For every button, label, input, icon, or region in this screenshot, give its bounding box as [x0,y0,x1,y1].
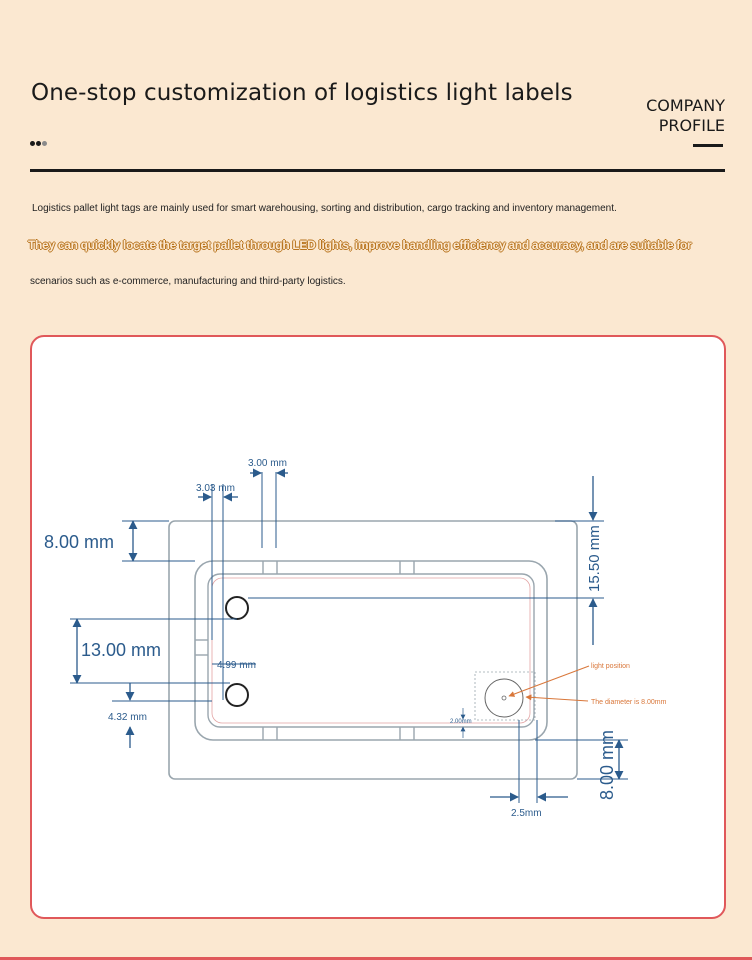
dim-2-00: 2.00mm [450,719,472,725]
window-outline [212,578,530,723]
page-title: One-stop customization of logistics light labels [31,80,573,106]
dim-3-00: 3.00 mm [248,458,287,469]
inner-frame-inset [208,574,534,727]
company-label: COMPANY [646,96,725,115]
dim-4-99: 4.99 mm [217,660,256,671]
dim-15-50: 15.50 mm [586,525,603,592]
dim-13-00: 13.00 mm [81,640,162,660]
diameter-note: The diameter is 8.00mm [591,699,667,706]
description-line-1: Logistics pallet light tags are mainly used for smart warehousing, sorting and distribution, cargo tracking and inventory management. [32,203,617,214]
led-circle [485,679,523,717]
description-line-2: They can quickly locate the target pallet through LED lights, improve handling efficiency and accuracy, and are suitable for [28,238,692,252]
profile-label: PROFILE [658,116,725,135]
mounting-hole [226,597,248,619]
dim-4-32: 4.32 mm [108,712,147,723]
description-line-3: scenarios such as e-commerce, manufacturing and third-party logistics. [30,276,346,287]
dim-3-03: 3.03 mm [196,483,235,494]
mounting-hole [226,684,248,706]
dim-2-5: 2.5mm [511,808,542,819]
dim-8-00-right: 8.00 mm [597,729,617,800]
light-position-note: light position [591,663,630,670]
dim-8-00-left: 8.00 mm [44,532,115,552]
